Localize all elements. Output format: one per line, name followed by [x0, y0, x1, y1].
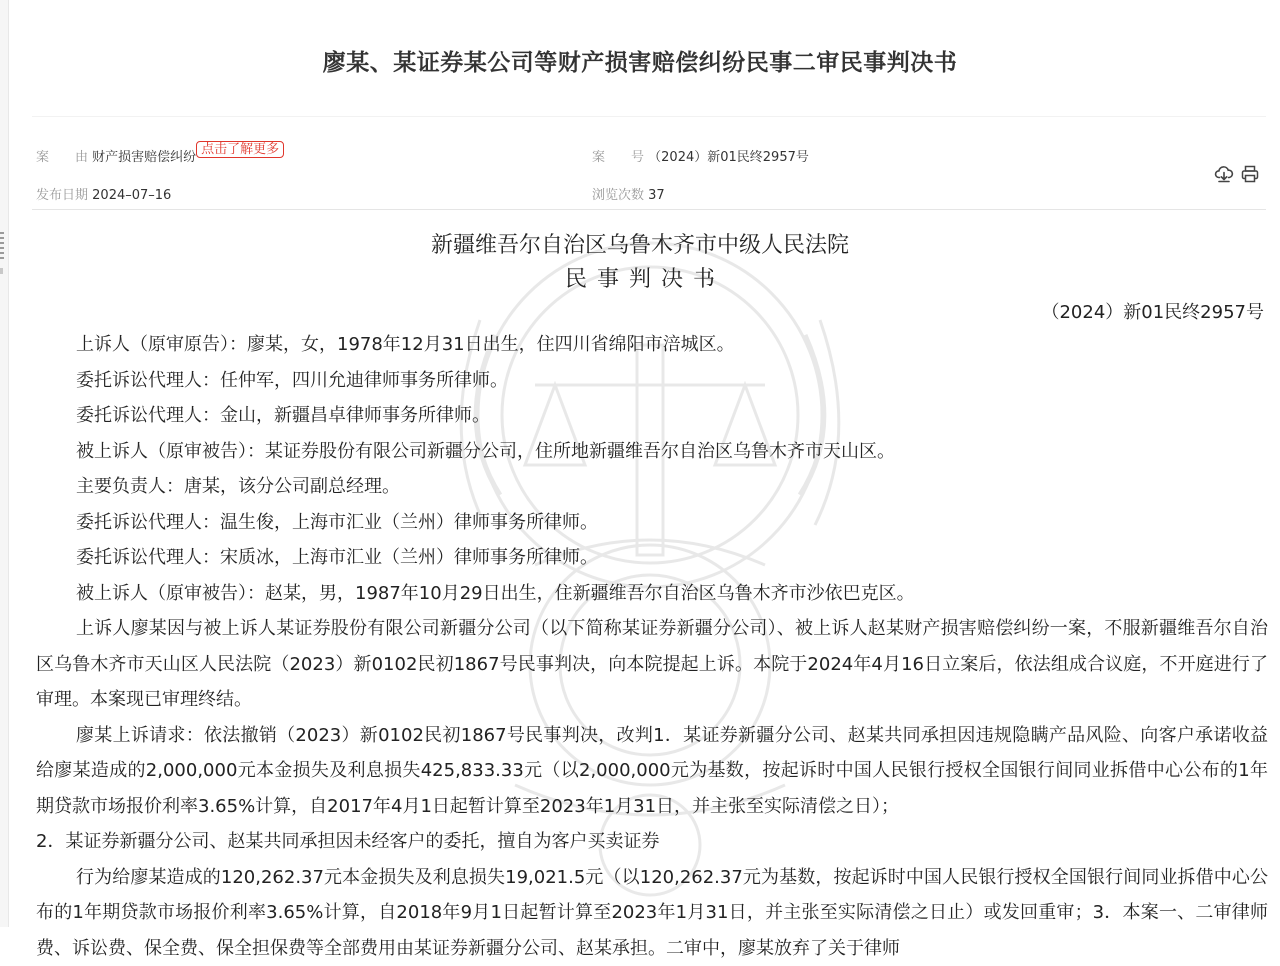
case-number	[592, 146, 809, 165]
paragraph: 主要负责人：唐某，该分公司副总经理。	[36, 469, 1268, 505]
case-cause-label: 案 由	[36, 150, 88, 165]
paragraph: 委托诉讼代理人：宋质冰，上海市汇业（兰州）律师事务所律师。	[36, 540, 1268, 576]
printer-icon-graphic	[1240, 164, 1260, 184]
meta-divider	[32, 209, 1266, 210]
case-number-label: 案 号	[592, 150, 644, 165]
paragraph: 廖某上诉请求：依法撤销（2023）新0102民初1867号民事判决，改判1．某证券新疆分公司、赵某共同承担因违规隐瞒产品风险、向客户承诺收益给廖某造成的2,000,000元本金损失及利息损失425,833.33元（以2,000,000元为基数，按起诉时中国人民银行授权全国银行间同业拆借中心公布的1年期贷款市场报价利率3.65%计算，自2017年4月1日起暂计算至2023年1月31日，并主张至实际清偿之日）；	[36, 718, 1268, 825]
paragraph: 委托诉讼代理人：任仲军，四川允迪律师事务所律师。	[36, 363, 1268, 399]
paragraph: 2．某证券新疆分公司、赵某共同承担因未经客户的委托，擅自为客户买卖证券	[36, 824, 1268, 860]
publish-date	[36, 184, 171, 203]
view-count-label: 浏览次数	[592, 188, 644, 203]
court-name: 新疆维吾尔自治区乌鲁木齐市中级人民法院	[0, 228, 1280, 259]
view-count	[592, 184, 665, 203]
left-panel-edge	[0, 0, 9, 927]
paragraph: 上诉人廖某因与被上诉人某证券股份有限公司新疆分公司（以下简称某证券新疆分公司）、被上诉人赵某财产损害赔偿纠纷一案，不服新疆维吾尔自治区乌鲁木齐市天山区人民法院（2023）新0102民初1867号民事判决，向本院提起上诉。本院于2024年4月16日立案后，依法组成合议庭，不开庭进行了审理。本案现已审理终结。	[36, 611, 1268, 718]
cloud-download-icon[interactable]	[1214, 164, 1234, 184]
case-cause-value: 财产损害赔偿纠纷	[92, 150, 196, 165]
judgment-body	[36, 327, 1268, 966]
paragraph: 委托诉讼代理人：温生俊，上海市汇业（兰州）律师事务所律师。	[36, 505, 1268, 541]
paragraph: 被上诉人（原审被告）：某证券股份有限公司新疆分公司，住所地新疆维吾尔自治区乌鲁木齐市天山区。	[36, 434, 1268, 470]
learn-more-link[interactable]	[196, 141, 284, 158]
printer-icon[interactable]	[1240, 164, 1260, 184]
publish-date-value: 2024–07–16	[92, 188, 171, 203]
publish-date-label: 发布日期	[36, 188, 88, 203]
page-title: 廖某、某证券某公司等财产损害赔偿纠纷民事二审民事判决书	[0, 44, 1280, 77]
title-divider	[32, 116, 1266, 117]
case-number-value: （2024）新01民终2957号	[648, 150, 809, 165]
paragraph: 上诉人（原审原告）：廖某，女，1978年12月31日出生，住四川省绵阳市涪城区。	[36, 327, 1268, 363]
case-cause	[36, 146, 284, 165]
paragraph: 委托诉讼代理人：金山，新疆昌卓律师事务所律师。	[36, 398, 1268, 434]
case-reference: （2024）新01民终2957号	[1041, 298, 1264, 324]
learn-more-label[interactable]: 点击了解更多	[196, 141, 284, 158]
paragraph: 被上诉人（原审被告）：赵某，男，1987年10月29日出生，住新疆维吾尔自治区乌鲁木齐市沙依巴克区。	[36, 576, 1268, 612]
cloud-download-icon-graphic	[1214, 164, 1234, 184]
view-count-value: 37	[648, 188, 665, 203]
paragraph: 行为给廖某造成的120,262.37元本金损失及利息损失19,021.5元（以120,262.37元为基数，按起诉时中国人民银行授权全国银行间同业拆借中心公布的1年期贷款市场报价利率3.65%计算，自2018年9月1日起暂计算至2023年1月31日，并主张至实际清偿之日止）或发回重审；3．本案一、二审律师费、诉讼费、保全费、保全担保费等全部费用由某证券新疆分公司、赵某承担。二审中，廖某放弃了关于律师	[36, 860, 1268, 966]
document-type: 民事判决书	[0, 262, 1280, 293]
